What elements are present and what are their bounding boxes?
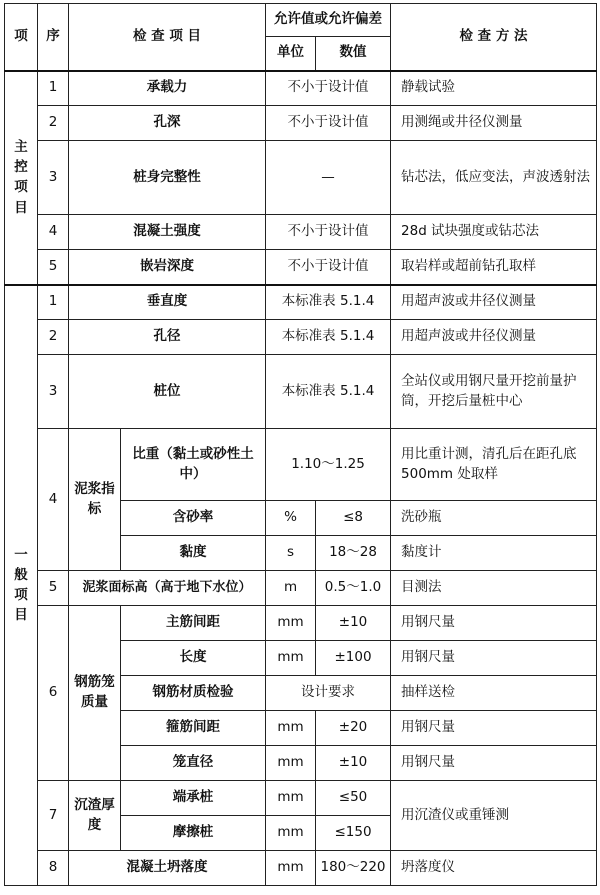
item: 混凝土强度 [69,215,266,250]
item: 箍筋间距 [121,711,266,746]
group-label: 钢筋笼质量 [69,606,121,781]
item: 长度 [121,641,266,676]
value: ±100 [316,641,391,676]
method: 用超声波或井径仪测量 [391,285,597,320]
allowance: 本标准表 5.1.4 [266,285,391,320]
allowance: 不小于设计值 [266,71,391,106]
item: 嵌岩深度 [69,250,266,285]
method: 用钢尺量 [391,606,597,641]
method: 抽样送检 [391,676,597,711]
header-item: 检 查 项 目 [69,4,266,71]
seq: 6 [38,606,69,781]
seq: 4 [38,215,69,250]
allowance: 本标准表 5.1.4 [266,355,391,429]
method: 用钢尺量 [391,711,597,746]
unit: mm [266,816,316,851]
main-control-label: 主控项目 [5,71,38,285]
allowance: — [266,141,391,215]
value: 18～28 [316,536,391,571]
allowance: 1.10～1.25 [266,429,391,501]
inspection-table [4,3,597,886]
unit: mm [266,746,316,781]
method: 用沉渣仪或重锤测 [391,781,597,851]
item: 承载力 [69,71,266,106]
group-label: 泥浆指标 [69,429,121,571]
seq: 2 [38,106,69,141]
unit: mm [266,781,316,816]
method: 静载试验 [391,71,597,106]
method: 黏度计 [391,536,597,571]
unit: s [266,536,316,571]
header-unit: 单位 [266,37,316,71]
seq: 1 [38,71,69,106]
item: 摩擦桩 [121,816,266,851]
item: 主筋间距 [121,606,266,641]
unit: m [266,571,316,606]
unit: mm [266,711,316,746]
allowance: 不小于设计值 [266,250,391,285]
unit: % [266,501,316,536]
item: 含砂率 [121,501,266,536]
header-value: 数值 [316,37,391,71]
seq: 8 [38,851,69,886]
item: 笼直径 [121,746,266,781]
item: 垂直度 [69,285,266,320]
unit: mm [266,851,316,886]
item: 桩位 [69,355,266,429]
seq: 3 [38,141,69,215]
allowance: 设计要求 [266,676,391,711]
method: 全站仪或用钢尺量开挖前量护筒，开挖后量桩中心 [391,355,597,429]
method: 用超声波或井径仪测量 [391,320,597,355]
method: 28d 试块强度或钻芯法 [391,215,597,250]
item: 端承桩 [121,781,266,816]
method: 钻芯法，低应变法，声波透射法 [391,141,597,215]
header-seq: 序 [38,4,69,71]
value: ±10 [316,746,391,781]
allowance: 本标准表 5.1.4 [266,320,391,355]
seq: 1 [38,285,69,320]
allowance: 不小于设计值 [266,215,391,250]
item: 比重（黏土或砂性土中） [121,429,266,501]
seq: 2 [38,320,69,355]
method: 取岩样或超前钻孔取样 [391,250,597,285]
item: 孔径 [69,320,266,355]
item: 孔深 [69,106,266,141]
method: 用测绳或井径仪测量 [391,106,597,141]
method: 目测法 [391,571,597,606]
value: ±20 [316,711,391,746]
method: 坍落度仪 [391,851,597,886]
item: 桩身完整性 [69,141,266,215]
seq: 4 [38,429,69,571]
header-allowance: 允许值或允许偏差 [266,4,391,37]
general-label: 一般项目 [5,285,38,886]
value: ≤150 [316,816,391,851]
value: 0.5～1.0 [316,571,391,606]
header-category: 项 [5,4,38,71]
value: ≤8 [316,501,391,536]
item: 黏度 [121,536,266,571]
seq: 7 [38,781,69,851]
item: 泥浆面标高（高于地下水位） [69,571,266,606]
value: 180～220 [316,851,391,886]
allowance: 不小于设计值 [266,106,391,141]
unit: mm [266,606,316,641]
value: ±10 [316,606,391,641]
seq: 3 [38,355,69,429]
value: ≤50 [316,781,391,816]
item: 混凝土坍落度 [69,851,266,886]
group-label: 沉渣厚度 [69,781,121,851]
item: 钢筋材质检验 [121,676,266,711]
seq: 5 [38,571,69,606]
method: 洗砂瓶 [391,501,597,536]
method: 用钢尺量 [391,746,597,781]
method: 用钢尺量 [391,641,597,676]
method: 用比重计测，清孔后在距孔底 500mm 处取样 [391,429,597,501]
header-method: 检 查 方 法 [391,4,597,71]
unit: mm [266,641,316,676]
seq: 5 [38,250,69,285]
